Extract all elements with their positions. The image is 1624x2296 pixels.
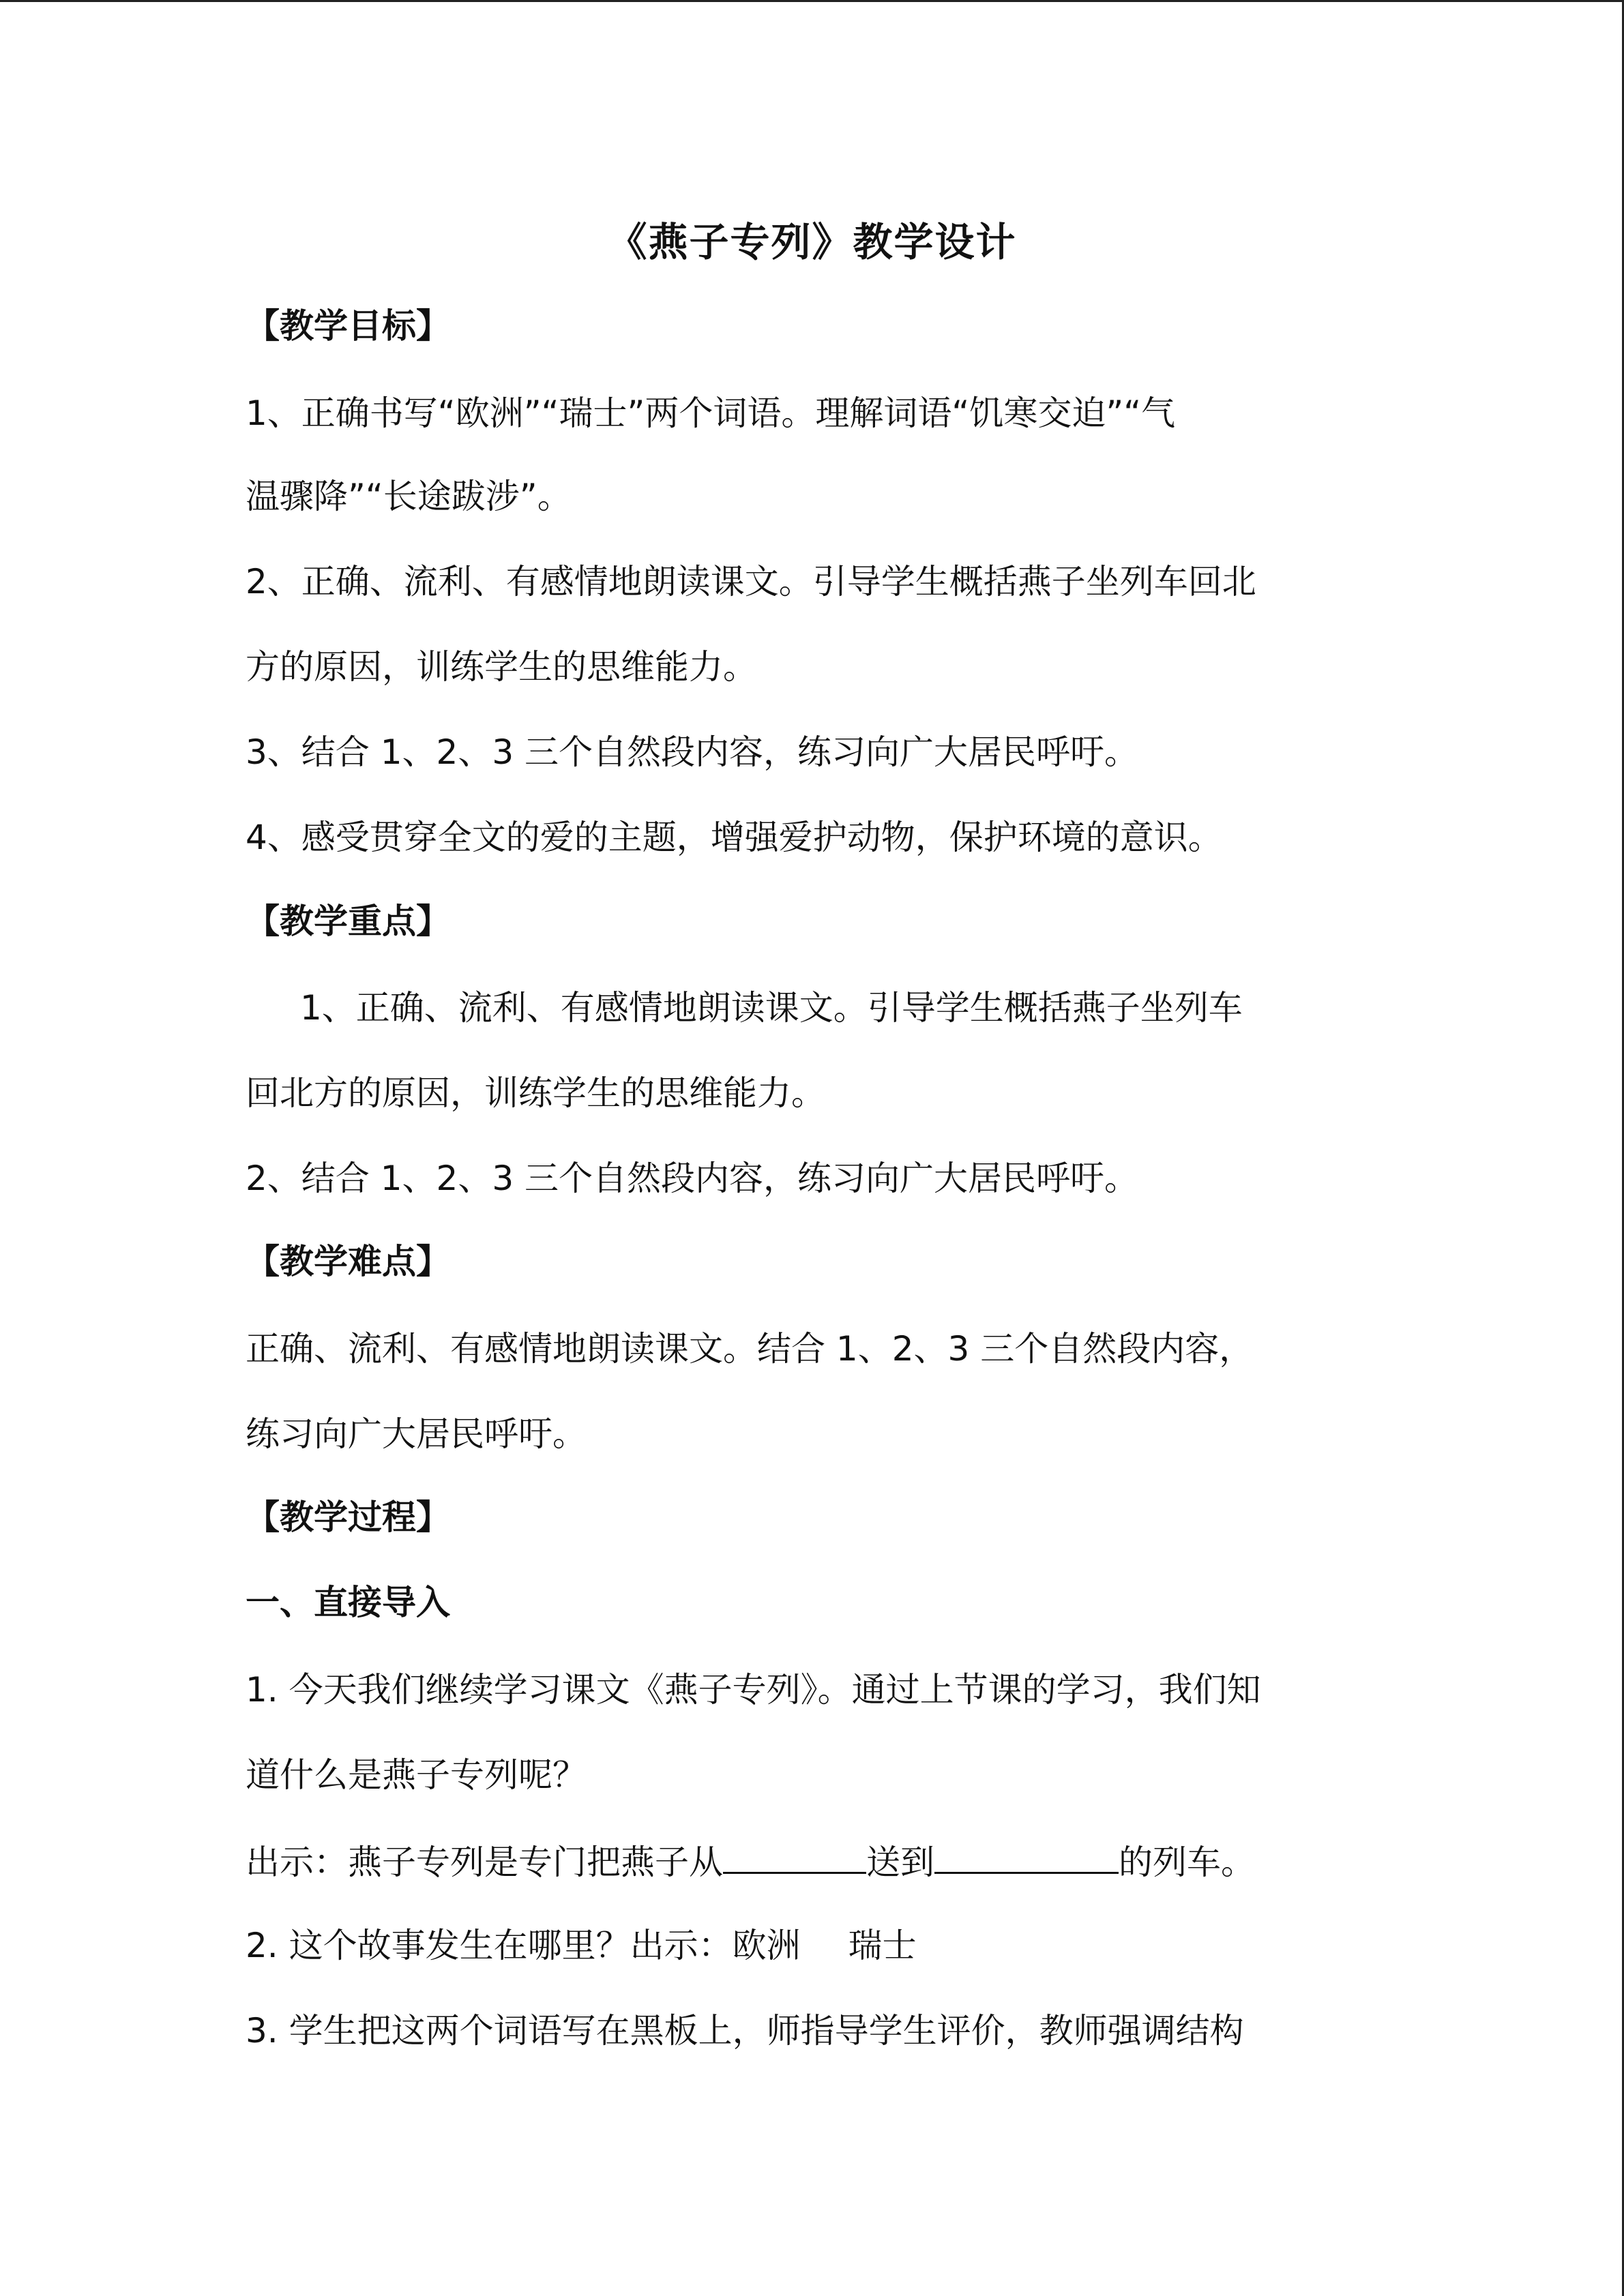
- question-2-word: 瑞士: [848, 1926, 917, 1965]
- section-heading-direct-intro: 一、直接导入: [246, 1583, 450, 1622]
- key-points-line-2: 回北方的原因，训练学生的思维能力。: [246, 1073, 825, 1113]
- difficulties-line-2: 练习向广大居民呼吁。: [246, 1414, 587, 1454]
- objectives-heading: 【教学目标】: [246, 306, 450, 346]
- difficulties-line-1: 正确、流利、有感情地朗读课文。结合 1、2、3 三个自然段内容，: [246, 1329, 1254, 1369]
- objectives-line-3: 2、正确、流利、有感情地朗读课文。引导学生概括燕子坐列车回北: [246, 562, 1256, 601]
- document-title: 《燕子专列》教学设计: [607, 219, 1017, 265]
- difficulties-heading: 【教学难点】: [246, 1242, 450, 1281]
- key-points-line-3: 2、结合 1、2、3 三个自然段内容，练习向广大居民呼吁。: [246, 1159, 1139, 1198]
- key-points-heading: 【教学重点】: [246, 901, 450, 941]
- key-points-line-1: 1、正确、流利、有感情地朗读课文。引导学生概括燕子坐列车: [300, 988, 1243, 1028]
- show-line: [246, 1836, 1255, 1886]
- objectives-line-4: 方的原因，训练学生的思维能力。: [246, 647, 757, 687]
- objectives-line-1: 1、正确书写“欧洲”“瑞士”两个词语。理解词语“饥寒交迫”“气: [246, 393, 1176, 433]
- show-line-part-a: 出示：燕子专列是专门把燕子从: [246, 1843, 723, 1882]
- question-3-line: 3. 学生把这两个词语写在黑板上，师指导学生评价，教师强调结构: [246, 2011, 1244, 2051]
- objectives-line-6: 4、感受贯穿全文的爱的主题，增强爱护动物，保护环境的意识。: [246, 818, 1222, 857]
- show-line-part-c: 的列车。: [1119, 1843, 1255, 1882]
- show-line-part-b: 送到: [866, 1843, 934, 1882]
- fill-blank-to: [934, 1836, 1119, 1874]
- process-heading: 【教学过程】: [246, 1497, 450, 1537]
- objectives-line-5: 3、结合 1、2、3 三个自然段内容，练习向广大居民呼吁。: [246, 732, 1139, 772]
- process-line-1: 1. 今天我们继续学习课文《燕子专列》。通过上节课的学习，我们知: [246, 1670, 1261, 1710]
- process-line-2: 道什么是燕子专列呢？: [246, 1755, 587, 1795]
- question-2-text: 2. 这个故事发生在哪里？出示：欧洲: [246, 1926, 801, 1965]
- fill-blank-from: [723, 1836, 866, 1874]
- objectives-line-2: 温骤降”“长途跋涉”。: [246, 477, 572, 516]
- question-2-line: [246, 1922, 917, 1969]
